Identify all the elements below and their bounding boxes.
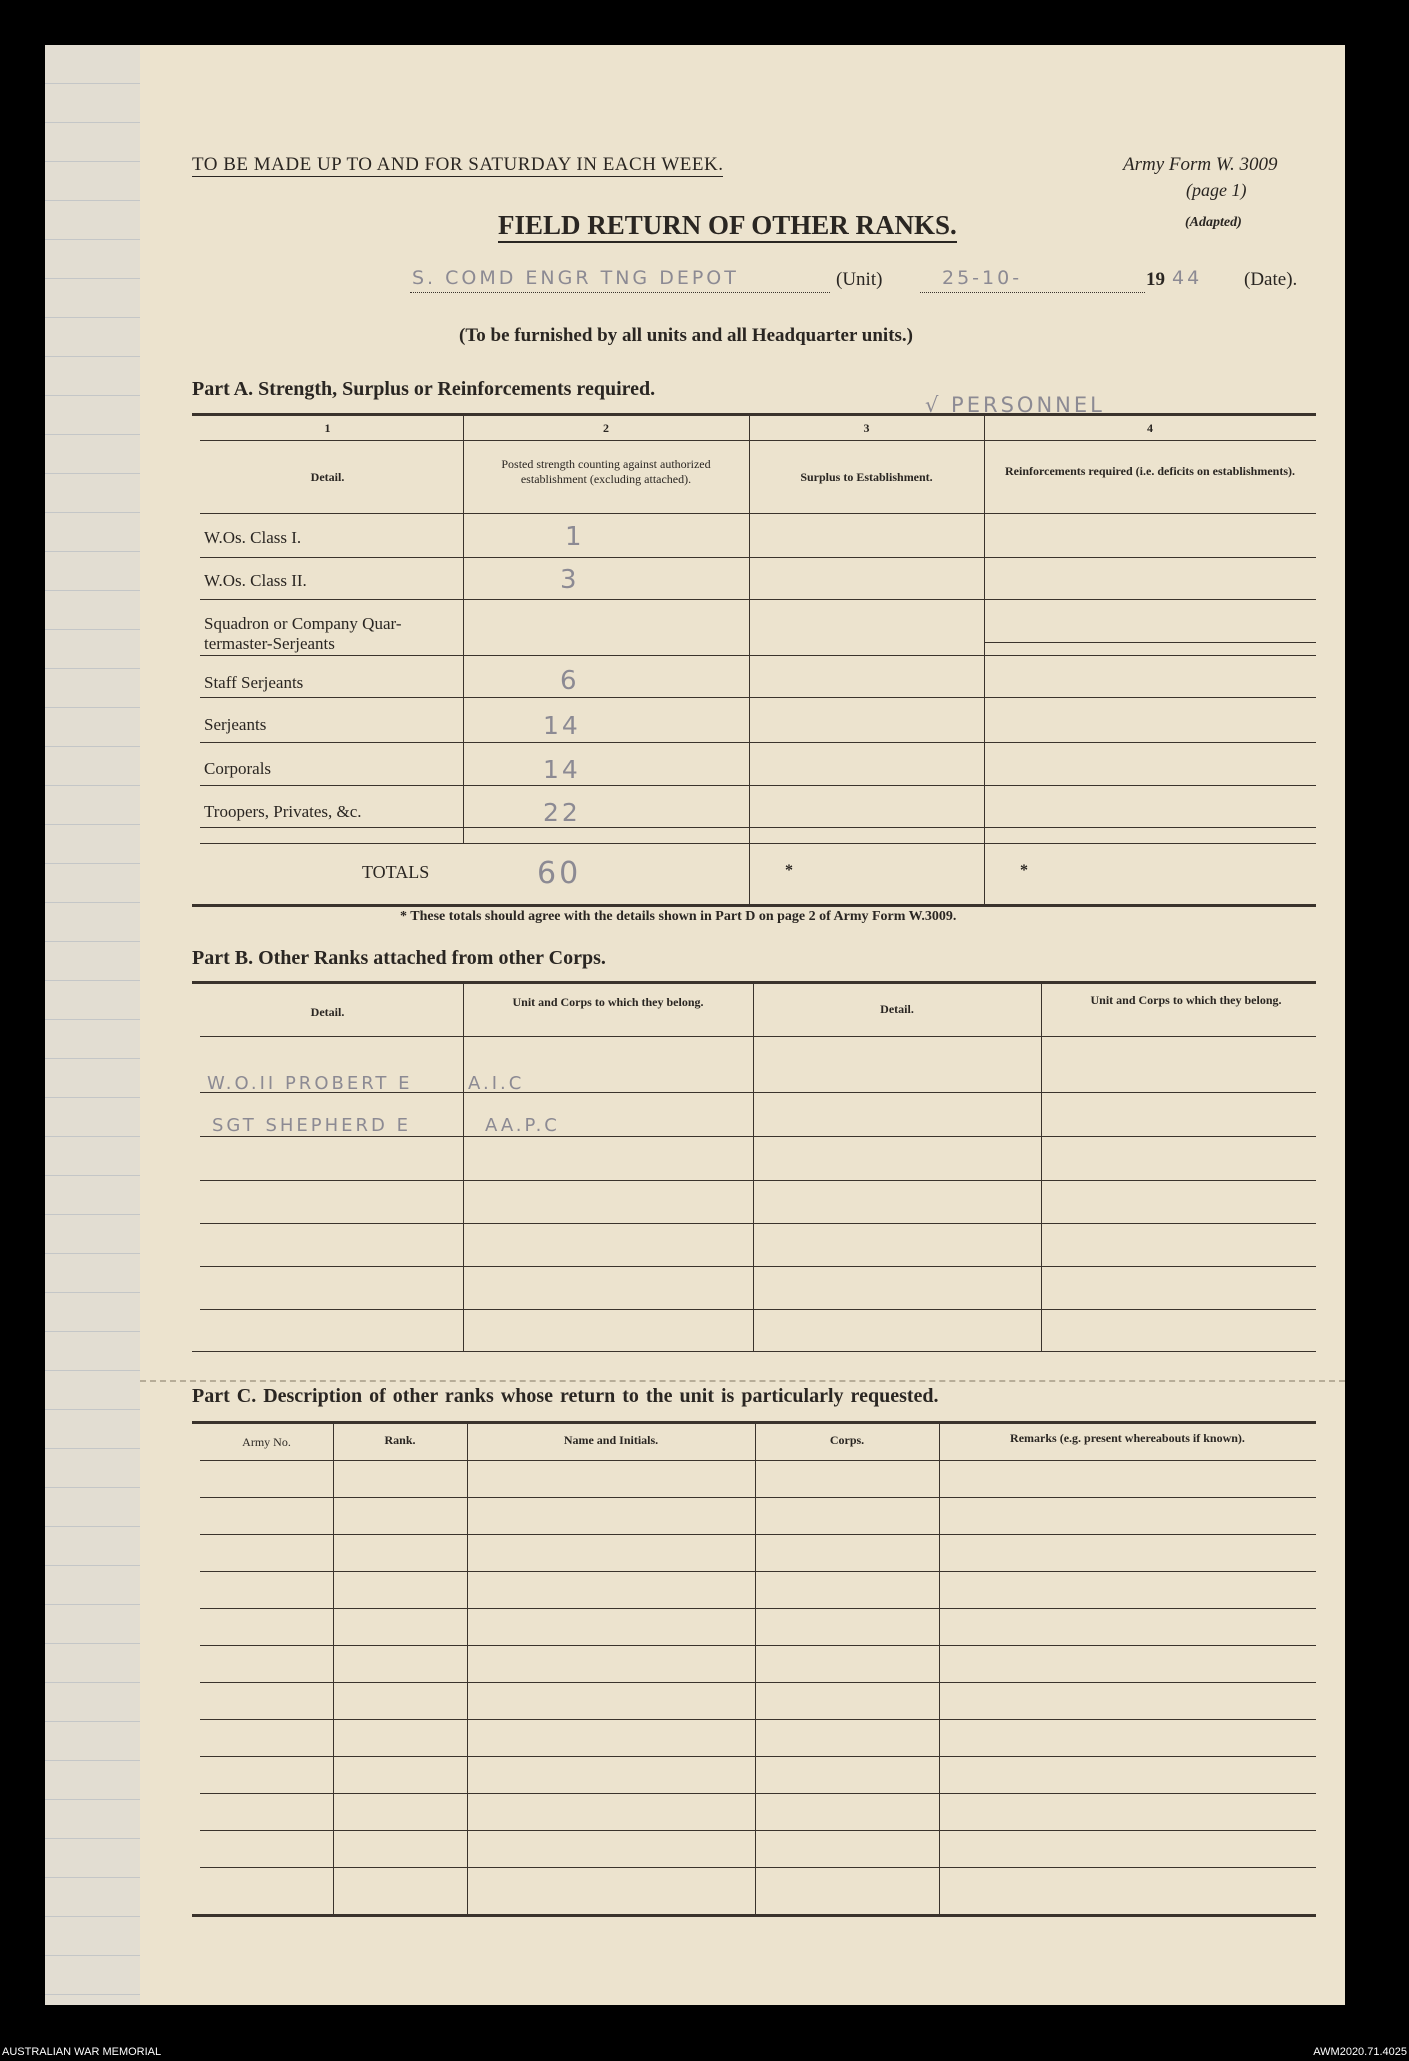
row-posted-corporals: 14	[543, 755, 581, 784]
part-c-row-rule	[200, 1645, 1316, 1646]
row-detail-serjeants: Serjeants	[204, 715, 267, 734]
part-b-row-rule	[200, 1136, 1316, 1137]
part-c-header-name: Name and Initials.	[563, 1433, 659, 1447]
part-a-number-rule	[200, 440, 1316, 441]
header-reinforcements: Reinforcements required (i.e. deficits on establishments).	[1005, 464, 1295, 478]
row-posted-staff-serjeants: 6	[560, 666, 580, 696]
part-b-row-rule	[200, 1309, 1316, 1310]
page-title: FIELD RETURN OF OTHER RANKS.	[498, 211, 957, 243]
part-c-row-rule	[200, 1867, 1316, 1868]
totals-reinforcement-asterisk: *	[1020, 862, 1028, 879]
col-number-3: 3	[863, 421, 870, 435]
year-prefix: 19	[1146, 269, 1165, 290]
part-c-row-rule	[200, 1571, 1316, 1572]
part-b-row-rule	[200, 1180, 1316, 1181]
row-posted-wo2: 3	[560, 565, 580, 595]
part-a-col-divider-3	[984, 413, 985, 904]
date-handwritten: 25-10-	[942, 267, 1023, 289]
row-rule	[200, 557, 1316, 558]
part-c-top-rule	[192, 1421, 1316, 1424]
part-b-title: Part B. Other Ranks attached from other Corps.	[192, 947, 606, 969]
unit-dotted-line	[410, 292, 830, 293]
part-c-header-remarks: Remarks (e.g. present whereabouts if known).	[1010, 1431, 1245, 1445]
part-a-footnote: * These totals should agree with the details shown in Part D on page 2 of Army Form W.3009.	[400, 909, 957, 924]
part-a-col-divider-1	[463, 413, 464, 843]
row-rule	[200, 742, 1316, 743]
back-sheet-ruling	[45, 45, 145, 2005]
perforation-line	[140, 1380, 1345, 1382]
adapted-label: (Adapted)	[1185, 215, 1242, 230]
part-b-entry-detail-1: W.O.II PROBERT E	[207, 1073, 413, 1094]
row-rule	[200, 655, 1316, 656]
col-number-4: 4	[1147, 421, 1153, 435]
part-c-row-rule	[200, 1608, 1316, 1609]
part-c-row-rule	[200, 1719, 1316, 1720]
part-a-top-rule	[192, 413, 1316, 416]
part-b-row-rule	[200, 1092, 1316, 1093]
part-b-entry-unit-2: AA.P.C	[485, 1115, 560, 1136]
part-a-bottom-rule	[192, 904, 1316, 907]
row-detail-staff-serjeants: Staff Serjeants	[204, 673, 304, 692]
unit-handwritten: S. COMD ENGR TNG DEPOT	[412, 267, 739, 289]
header-surplus: Surplus to Establishment.	[800, 470, 933, 484]
part-b-header-detail-1: Detail.	[310, 1005, 345, 1019]
furnish-note: (To be furnished by all units and all Headquarter units.)	[459, 325, 913, 346]
part-c-header-rule	[200, 1460, 1316, 1461]
totals-value: 60	[537, 856, 582, 891]
part-c-col-divider-2	[467, 1421, 468, 1914]
part-c-col-divider-4	[939, 1421, 940, 1914]
part-b-header-unit-1: Unit and Corps to which they belong.	[512, 995, 704, 1009]
totals-label: TOTALS	[362, 862, 430, 882]
row-detail-cqms: Squadron or Company Quar-termaster-Serjeants	[204, 614, 402, 653]
date-dotted-line	[920, 292, 1145, 293]
page-number: (page 1)	[1186, 180, 1247, 200]
instruction-text: TO BE MADE UP TO AND FOR SATURDAY IN EACH WEEK.	[192, 154, 724, 175]
part-c-row-rule	[200, 1830, 1316, 1831]
part-c-row-rule	[200, 1682, 1316, 1683]
row-posted-wo1: 1	[565, 522, 585, 552]
row-posted-troopers: 22	[543, 798, 581, 827]
part-b-row-rule	[200, 1266, 1316, 1267]
col-number-2: 2	[603, 421, 609, 435]
unit-label: (Unit)	[836, 269, 883, 290]
row-detail-wo2: W.Os. Class II.	[204, 571, 307, 590]
part-c-row-rule	[200, 1793, 1316, 1794]
archive-credit: AUSTRALIAN WAR MEMORIAL	[2, 2046, 162, 2058]
part-c-header-corps: Corps.	[829, 1433, 865, 1447]
part-b-top-rule	[192, 981, 1316, 984]
part-b-header-detail-2: Detail.	[880, 1002, 914, 1016]
header-detail: Detail.	[310, 470, 345, 484]
part-c-header-army-no: Army No.	[242, 1435, 291, 1449]
part-a-title: Part A. Strength, Surplus or Reinforcements required.	[192, 378, 656, 400]
part-b-entry-detail-2: SGT SHEPHERD E	[212, 1115, 412, 1136]
row-rule	[200, 697, 1316, 698]
part-b-row-rule	[200, 1223, 1316, 1224]
part-b-header-unit-2: Unit and Corps to which they belong.	[1090, 993, 1282, 1007]
totals-surplus-asterisk: *	[785, 862, 793, 879]
part-c-row-rule	[200, 1534, 1316, 1535]
part-c-row-rule	[200, 1756, 1316, 1757]
date-label: (Date).	[1244, 269, 1298, 290]
col-number-1: 1	[324, 421, 331, 435]
row-detail-corporals: Corporals	[204, 759, 272, 778]
row-detail-troopers: Troopers, Privates, &c.	[204, 802, 362, 821]
header-posted-strength: Posted strength counting against authorized establishment (excluding attached).	[501, 457, 711, 486]
row-rule	[200, 827, 1316, 828]
row-detail-wo1: W.Os. Class I.	[204, 528, 302, 547]
part-b-bottom-rule	[192, 1351, 1316, 1352]
form-reference: Army Form W. 3009	[1123, 154, 1278, 175]
totals-top-rule	[200, 843, 1316, 844]
year-handwritten: 44	[1172, 267, 1203, 289]
part-c-row-rule	[200, 1497, 1316, 1498]
part-c-col-divider-1	[333, 1421, 334, 1914]
part-c-title: Part C. Description of other ranks whose return to the unit is particularly requested.	[192, 1385, 939, 1407]
part-a-header-rule	[200, 513, 1316, 514]
part-b-header-rule	[200, 1036, 1316, 1037]
row-rule	[200, 785, 1316, 786]
part-a-col-divider-2	[749, 413, 750, 904]
part-b-entry-unit-1: A.I.C	[468, 1073, 525, 1094]
row-rule-partial	[984, 642, 1316, 643]
part-c-bottom-rule	[192, 1914, 1316, 1917]
row-posted-serjeants: 14	[543, 711, 581, 740]
archive-accession-number: AWM2020.71.4025	[1313, 2046, 1407, 2058]
personnel-note: √ PERSONNEL	[925, 393, 1105, 417]
part-c-header-rank: Rank.	[384, 1433, 416, 1447]
part-c-col-divider-3	[755, 1421, 756, 1914]
row-rule	[200, 599, 1316, 600]
